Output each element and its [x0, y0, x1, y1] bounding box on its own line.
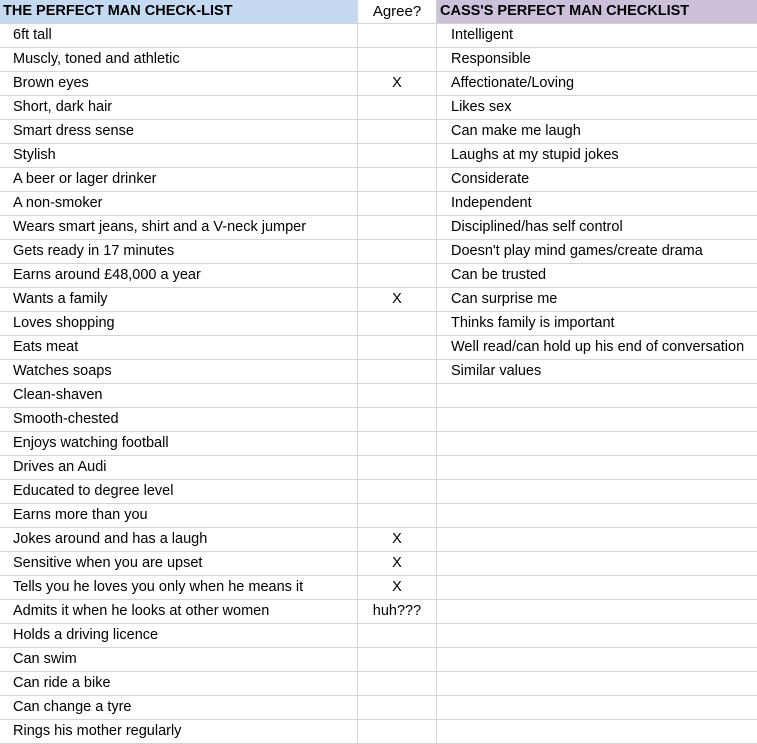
table-row: [0, 528, 757, 552]
table-row: [0, 480, 757, 504]
item-cell[interactable]: Clean-shaven: [0, 384, 358, 408]
item-cell[interactable]: Jokes around and has a laugh: [0, 528, 358, 552]
item-cell[interactable]: Holds a driving licence: [0, 624, 358, 648]
header-agree[interactable]: Agree?: [358, 0, 437, 24]
item-cell[interactable]: A non-smoker: [0, 192, 358, 216]
item-cell[interactable]: Enjoys watching football: [0, 432, 358, 456]
agree-cell[interactable]: [358, 192, 437, 216]
table-row: [0, 312, 757, 336]
table-row: [0, 336, 757, 360]
agree-cell[interactable]: [358, 672, 437, 696]
cass-item-cell[interactable]: [437, 384, 757, 408]
item-cell[interactable]: Muscly, toned and athletic: [0, 48, 358, 72]
item-cell[interactable]: Gets ready in 17 minutes: [0, 240, 358, 264]
item-cell[interactable]: Can change a tyre: [0, 696, 358, 720]
table-row: [0, 504, 757, 528]
cass-item-cell[interactable]: Similar values: [437, 360, 757, 384]
header-row: [0, 0, 757, 24]
table-row: [0, 720, 757, 744]
cass-item-cell[interactable]: [437, 528, 757, 552]
agree-cell[interactable]: [358, 720, 437, 744]
agree-cell[interactable]: [358, 120, 437, 144]
agree-cell[interactable]: [358, 624, 437, 648]
agree-cell[interactable]: [358, 432, 437, 456]
agree-cell[interactable]: X: [358, 288, 437, 312]
cass-item-cell[interactable]: [437, 480, 757, 504]
table-row: [0, 648, 757, 672]
cass-item-cell[interactable]: [437, 648, 757, 672]
agree-cell[interactable]: X: [358, 576, 437, 600]
item-cell[interactable]: Eats meat: [0, 336, 358, 360]
cass-item-cell[interactable]: [437, 696, 757, 720]
cass-item-cell[interactable]: Likes sex: [437, 96, 757, 120]
table-row: [0, 240, 757, 264]
item-cell[interactable]: Rings his mother regularly: [0, 720, 358, 744]
table-row: [0, 168, 757, 192]
cass-item-cell[interactable]: [437, 432, 757, 456]
agree-cell[interactable]: X: [358, 72, 437, 96]
table-row: [0, 48, 757, 72]
agree-cell[interactable]: [358, 456, 437, 480]
item-cell[interactable]: Earns around £48,000 a year: [0, 264, 358, 288]
item-cell[interactable]: Tells you he loves you only when he means it: [0, 576, 358, 600]
table-row: [0, 456, 757, 480]
cass-item-cell[interactable]: Well read/can hold up his end of conversation: [437, 336, 757, 360]
item-cell[interactable]: Can swim: [0, 648, 358, 672]
agree-cell[interactable]: X: [358, 528, 437, 552]
agree-cell[interactable]: [358, 504, 437, 528]
table-row: [0, 432, 757, 456]
table-row: [0, 24, 757, 48]
cass-item-cell[interactable]: Can make me laugh: [437, 120, 757, 144]
table-row: [0, 288, 757, 312]
item-cell[interactable]: Wears smart jeans, shirt and a V-neck jumper: [0, 216, 358, 240]
cass-item-cell[interactable]: [437, 720, 757, 744]
cass-item-cell[interactable]: Can be trusted: [437, 264, 757, 288]
cass-item-cell[interactable]: [437, 552, 757, 576]
table-row: [0, 408, 757, 432]
table-row: [0, 696, 757, 720]
agree-cell[interactable]: [358, 408, 437, 432]
item-cell[interactable]: Smart dress sense: [0, 120, 358, 144]
item-cell[interactable]: 6ft tall: [0, 24, 358, 48]
cass-item-cell[interactable]: [437, 456, 757, 480]
table-row: [0, 576, 757, 600]
cass-item-cell[interactable]: Thinks family is important: [437, 312, 757, 336]
cass-item-cell[interactable]: [437, 600, 757, 624]
cass-item-cell[interactable]: Intelligent: [437, 24, 757, 48]
agree-cell[interactable]: [358, 144, 437, 168]
cass-item-cell[interactable]: [437, 576, 757, 600]
agree-cell[interactable]: [358, 48, 437, 72]
agree-cell[interactable]: [358, 648, 437, 672]
table-row: [0, 120, 757, 144]
cass-item-cell[interactable]: [437, 408, 757, 432]
agree-cell[interactable]: [358, 264, 437, 288]
cass-item-cell[interactable]: [437, 504, 757, 528]
item-cell[interactable]: Admits it when he looks at other women: [0, 600, 358, 624]
table-row: [0, 96, 757, 120]
cass-item-cell[interactable]: Considerate: [437, 168, 757, 192]
header-perfect-man-checklist[interactable]: THE PERFECT MAN CHECK-LIST: [0, 0, 358, 24]
agree-cell[interactable]: huh???: [358, 600, 437, 624]
item-cell[interactable]: Short, dark hair: [0, 96, 358, 120]
cass-item-cell[interactable]: Doesn't play mind games/create drama: [437, 240, 757, 264]
item-cell[interactable]: Earns more than you: [0, 504, 358, 528]
agree-cell[interactable]: [358, 216, 437, 240]
header-cass-checklist[interactable]: CASS'S PERFECT MAN CHECKLIST: [437, 0, 757, 24]
item-cell[interactable]: A beer or lager drinker: [0, 168, 358, 192]
cass-item-cell[interactable]: Laughs at my stupid jokes: [437, 144, 757, 168]
cass-item-cell[interactable]: Disciplined/has self control: [437, 216, 757, 240]
agree-cell[interactable]: [358, 312, 437, 336]
cass-item-cell[interactable]: Affectionate/Loving: [437, 72, 757, 96]
table-row: [0, 360, 757, 384]
item-cell[interactable]: Wants a family: [0, 288, 358, 312]
table-row: [0, 216, 757, 240]
cass-item-cell[interactable]: [437, 672, 757, 696]
item-cell[interactable]: Can ride a bike: [0, 672, 358, 696]
table-row: [0, 72, 757, 96]
agree-cell[interactable]: [358, 240, 437, 264]
item-cell[interactable]: Brown eyes: [0, 72, 358, 96]
cass-item-cell[interactable]: Independent: [437, 192, 757, 216]
cass-item-cell[interactable]: [437, 624, 757, 648]
agree-cell[interactable]: [358, 168, 437, 192]
agree-cell[interactable]: [358, 336, 437, 360]
item-cell[interactable]: Watches soaps: [0, 360, 358, 384]
item-cell[interactable]: Stylish: [0, 144, 358, 168]
agree-cell[interactable]: [358, 480, 437, 504]
item-cell[interactable]: Sensitive when you are upset: [0, 552, 358, 576]
agree-cell[interactable]: [358, 384, 437, 408]
item-cell[interactable]: Loves shopping: [0, 312, 358, 336]
agree-cell[interactable]: [358, 696, 437, 720]
cass-item-cell[interactable]: Responsible: [437, 48, 757, 72]
table-row: [0, 672, 757, 696]
agree-cell[interactable]: [358, 360, 437, 384]
item-cell[interactable]: Educated to degree level: [0, 480, 358, 504]
table-row: [0, 552, 757, 576]
table-row: [0, 624, 757, 648]
table-row: [0, 600, 757, 624]
table-row: [0, 192, 757, 216]
agree-cell[interactable]: [358, 96, 437, 120]
agree-cell[interactable]: [358, 24, 437, 48]
item-cell[interactable]: Smooth-chested: [0, 408, 358, 432]
table-row: [0, 264, 757, 288]
item-cell[interactable]: Drives an Audi: [0, 456, 358, 480]
cass-item-cell[interactable]: Can surprise me: [437, 288, 757, 312]
table-row: [0, 384, 757, 408]
table-row: [0, 144, 757, 168]
agree-cell[interactable]: X: [358, 552, 437, 576]
